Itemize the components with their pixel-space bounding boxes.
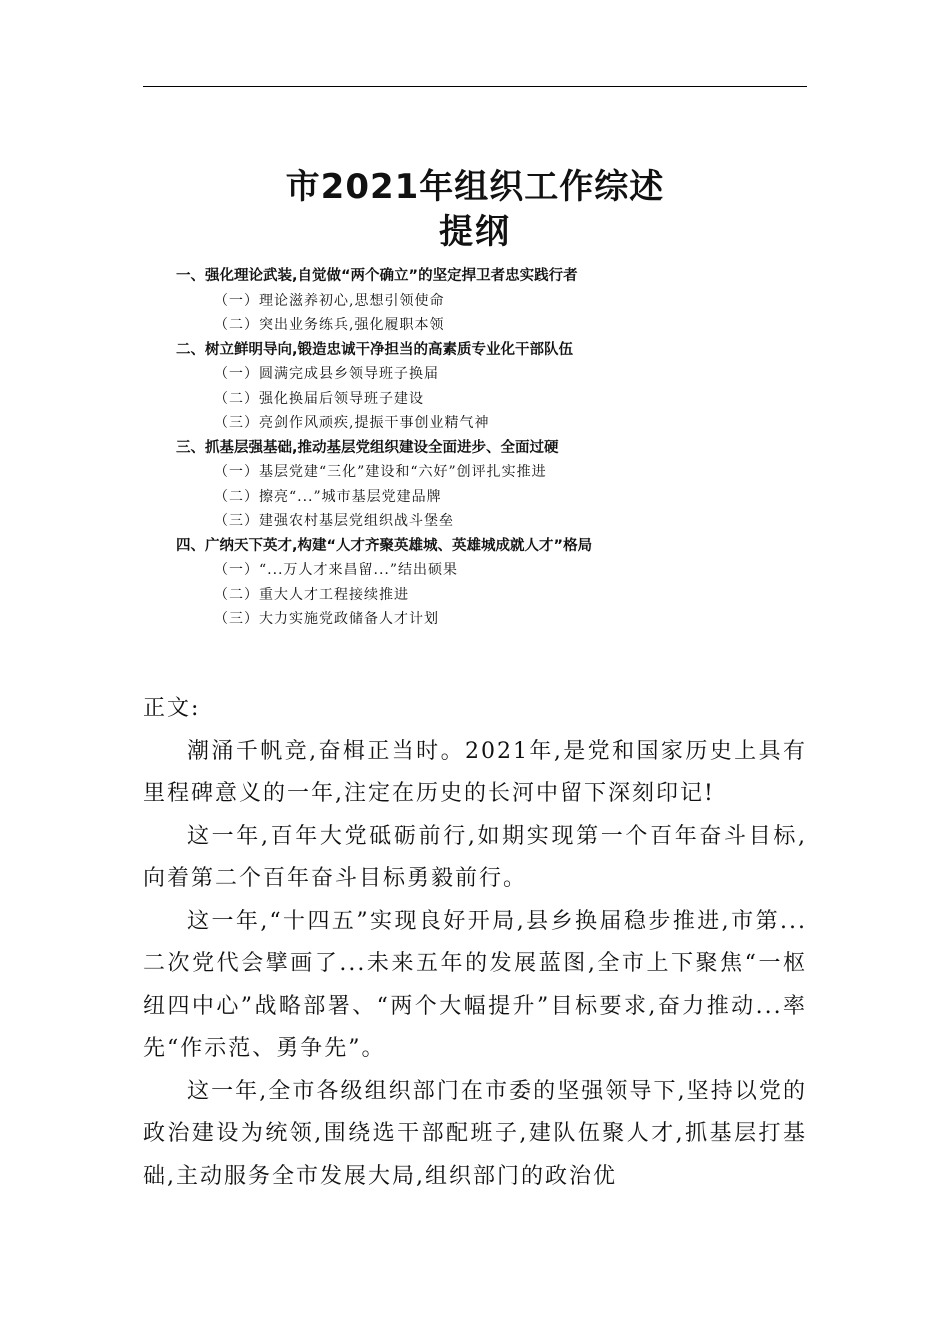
outline-item: （一）“...万人才来昌留...”结出硕果 xyxy=(214,562,459,578)
body-paragraph: 这一年,全市各级组织部门在市委的坚强领导下,坚持以党的政治建设为统领,围绕选干部配班子,建队伍聚人才,抓基层打基础,主动服务全市发展大局,组织部门的政治优 xyxy=(143,1078,807,1189)
body-paragraph: 潮涌千帆竞,奋楫正当时。2021年,是党和国家历史上具有里程碑意义的一年,注定在历史的长河中留下深刻印记! xyxy=(143,738,807,806)
outline-heading: 四、广纳天下英才,构建“人才齐聚英雄城、英雄城成就人才”格局 xyxy=(176,537,593,554)
outline-item: （三）建强农村基层党组织战斗堡垒 xyxy=(214,513,454,529)
outline-heading: 二、树立鲜明导向,锻造忠诚干净担当的高素质专业化干部队伍 xyxy=(176,341,574,358)
outline-item: （二）强化换届后领导班子建设 xyxy=(214,390,424,407)
outline-item: （二）重大人才工程接续推进 xyxy=(214,586,409,603)
title-main: 市2021年组织工作综述 xyxy=(285,167,665,207)
body-label: 正文: xyxy=(143,696,201,721)
outline-item: （一）基层党建“三化”建设和“六好”创评扎实推进 xyxy=(214,464,547,480)
outline-item: （三）亮剑作风顽疾,提振干事创业精气神 xyxy=(214,415,490,431)
body-text xyxy=(143,688,807,1198)
outline xyxy=(0,264,950,632)
outline-item: （一）圆满完成县乡领导班子换届 xyxy=(214,366,439,382)
outline-section-1 xyxy=(0,264,950,338)
header-rule xyxy=(143,86,807,87)
body-paragraph: 这一年,“十四五”实现良好开局,县乡换届稳步推进,市第...二次党代会擘画了...未来五年的发展蓝图,全市上下聚焦“一枢纽四中心”战略部署、“两个大幅提升”目标要求,奋力推动...率先“作示范、勇争先”。 xyxy=(143,908,807,1061)
body-paragraph: 这一年,百年大党砥砺前行,如期实现第一个百年奋斗目标,向着第二个百年奋斗目标勇毅前行。 xyxy=(143,823,807,891)
outline-section-2 xyxy=(0,338,950,436)
outline-item: （一）理论滋养初心,思想引领使命 xyxy=(214,292,445,309)
outline-item: （二）擦亮“...”城市基层党建品牌 xyxy=(214,488,442,505)
title-sub: 提纲 xyxy=(439,212,511,252)
outline-item: （三）大力实施党政储备人才计划 xyxy=(214,611,439,627)
outline-item: （二）突出业务练兵,强化履职本领 xyxy=(214,317,445,333)
document-title xyxy=(143,164,807,254)
outline-section-3 xyxy=(0,436,950,534)
outline-heading: 三、抓基层强基础,推动基层党组织建设全面进步、全面过硬 xyxy=(176,439,559,456)
outline-heading: 一、强化理论武装,自觉做“两个确立”的坚定捍卫者忠实践行者 xyxy=(176,268,578,284)
outline-section-4 xyxy=(0,534,950,632)
